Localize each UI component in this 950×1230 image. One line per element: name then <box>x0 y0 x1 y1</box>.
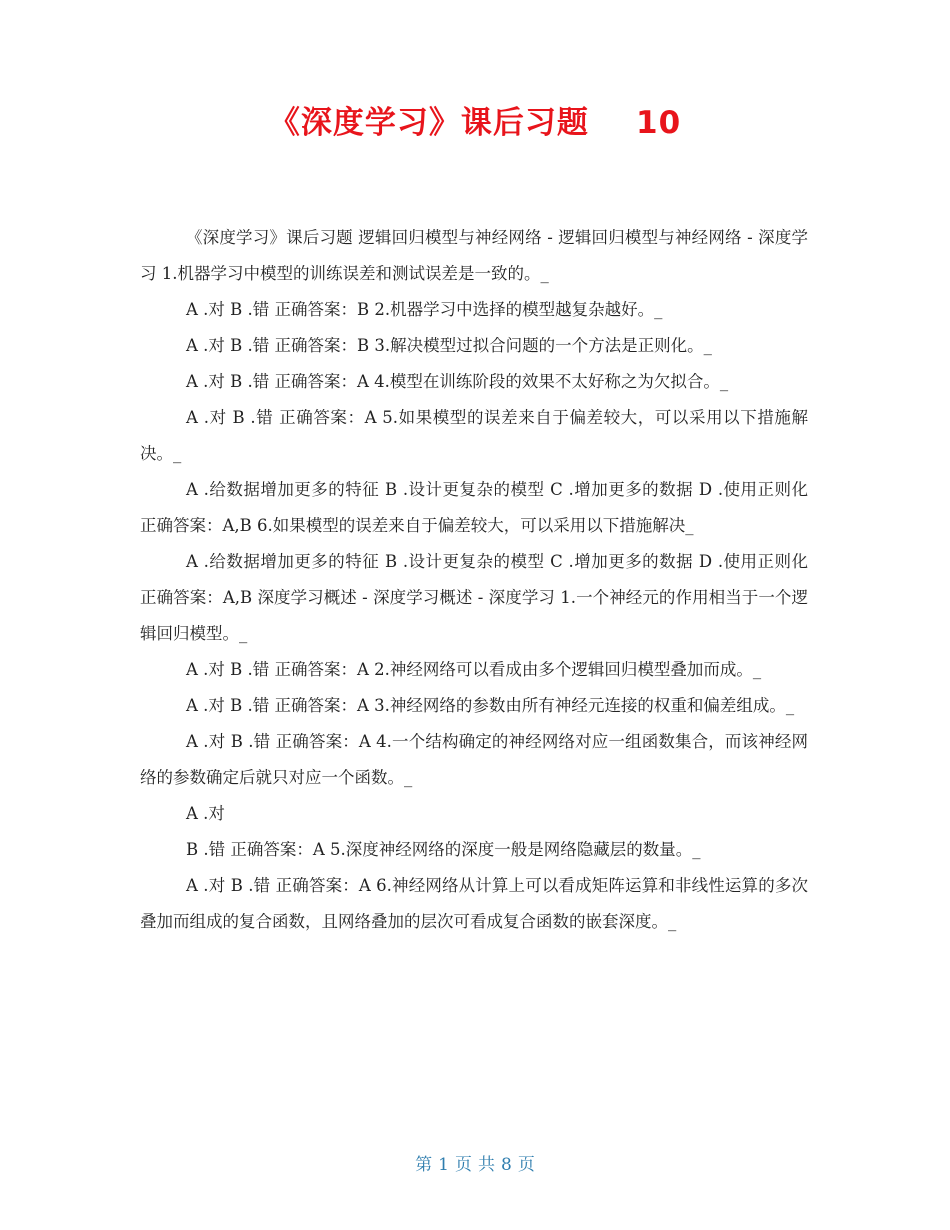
footer-total-pages: 8 <box>501 1155 512 1175</box>
footer-total-label: 共 <box>478 1155 495 1175</box>
paragraph: A .对 B .错 正确答案：B 3.解决模型过拟合问题的一个方法是正则化。_ <box>186 336 712 355</box>
paragraph: A .对 B .错 正确答案：B 2.机器学习中选择的模型越复杂越好。_ <box>186 300 663 319</box>
document-title: 《深度学习》课后习题 10 <box>268 105 682 141</box>
paragraph: B .错 正确答案：A 5.深度神经网络的深度一般是网络隐藏层的数量。_ <box>186 840 701 859</box>
paragraph: A .给数据增加更多的特征 B .设计更复杂的模型 C .增加更多的数据 D .使用正则化 正确答案：A,B 深度学习概述 - 深度学习概述 - 深度学习 1.一个神经元的作用相当于一个逻辑回归模型。_ <box>140 552 808 643</box>
paragraph: A .对 B .错 正确答案：A 5.如果模型的误差来自于偏差较大，可以采用以下措施解决。_ <box>140 408 808 463</box>
footer-page-label: 第 <box>415 1155 433 1175</box>
paragraph: A .给数据增加更多的特征 B .设计更复杂的模型 C .增加更多的数据 D .使用正则化 正确答案：A,B 6.如果模型的误差来自于偏差较大，可以采用以下措施解决_ <box>140 480 808 535</box>
paragraph: A .对 B .错 正确答案：A 3.神经网络的参数由所有神经元连接的权重和偏差组成。_ <box>186 696 795 715</box>
paragraph: A .对 B .错 正确答案：A 2.神经网络可以看成由多个逻辑回归模型叠加而成。_ <box>186 660 762 679</box>
paragraph: 《深度学习》课后习题 逻辑回归模型与神经网络 - 逻辑回归模型与神经网络 - 深度学习 1.机器学习中模型的训练误差和测试误差是一致的。_ <box>140 228 808 283</box>
page-footer <box>0 1150 950 1175</box>
footer-page-unit: 页 <box>455 1155 472 1175</box>
document-body <box>140 220 808 940</box>
footer-total-unit: 页 <box>517 1155 535 1175</box>
paragraph: A .对 B .错 正确答案：A 4.一个结构确定的神经网络对应一组函数集合，而该神经网络的参数确定后就只对应一个函数。_ <box>140 732 808 787</box>
footer-current-page: 1 <box>438 1155 449 1175</box>
paragraph: A .对 <box>186 804 225 823</box>
paragraph: A .对 B .错 正确答案：A 6.神经网络从计算上可以看成矩阵运算和非线性运算的多次叠加而组成的复合函数，且网络叠加的层次可看成复合函数的嵌套深度。_ <box>140 876 808 931</box>
paragraph: A .对 B .错 正确答案：A 4.模型在训练阶段的效果不太好称之为欠拟合。_ <box>186 372 729 391</box>
